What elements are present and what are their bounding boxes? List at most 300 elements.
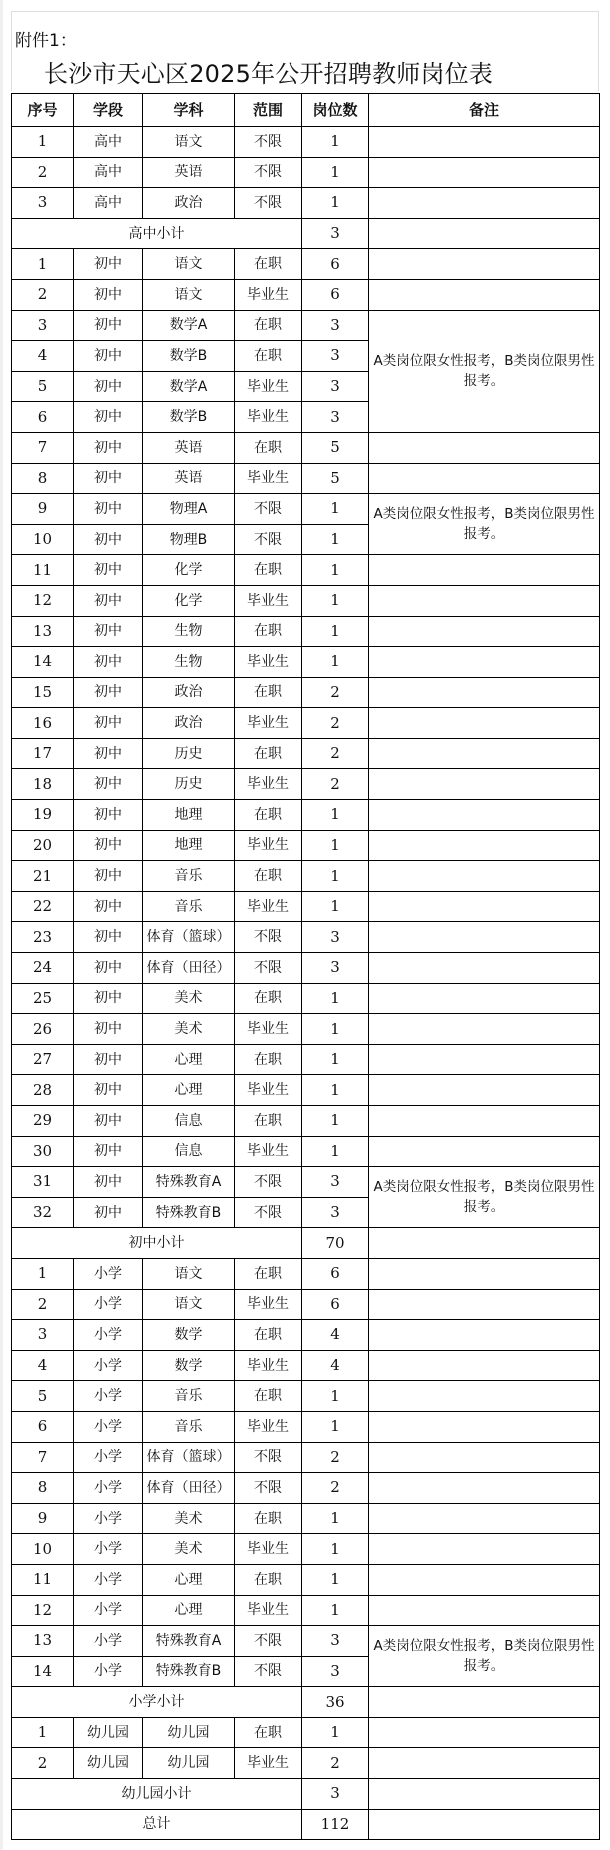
- cell-scope: 毕业生: [235, 769, 302, 800]
- cell-subject: 语文: [143, 127, 235, 158]
- cell-index: 5: [12, 371, 74, 402]
- cell-subject: 地理: [143, 800, 235, 831]
- cell-scope: 毕业生: [235, 463, 302, 494]
- remark-cell-empty: [369, 677, 600, 708]
- table-row: [12, 1473, 600, 1504]
- table-row: [12, 861, 600, 892]
- cell-positions: 1: [302, 1014, 369, 1045]
- cell-positions: 6: [302, 279, 369, 310]
- remark-cell-gender-rule: A类岗位限女性报考，B类岗位限男性报考。: [369, 494, 600, 555]
- remark-cell-empty: [369, 1289, 600, 1320]
- cell-index: 32: [12, 1197, 74, 1228]
- cell-subject: 语文: [143, 1289, 235, 1320]
- cell-stage: 初中: [74, 953, 143, 984]
- remark-cell-empty: [369, 1136, 600, 1167]
- table-row: [12, 157, 600, 188]
- table-header-row: [12, 94, 600, 127]
- cell-positions: 2: [302, 769, 369, 800]
- subtotal-label: 高中小计: [12, 218, 302, 249]
- remark-cell-empty: [369, 1503, 600, 1534]
- cell-index: 14: [12, 1656, 74, 1687]
- cell-subject: 数学A: [143, 310, 235, 341]
- remark-cell-empty: [369, 188, 600, 219]
- remark-cell-empty: [369, 1228, 600, 1259]
- cell-scope: 毕业生: [235, 1014, 302, 1045]
- cell-stage: 幼儿园: [74, 1717, 143, 1748]
- table-row: [12, 922, 600, 953]
- cell-scope: 在职: [235, 677, 302, 708]
- remark-cell-empty: [369, 1564, 600, 1595]
- remark-cell-empty: [369, 1442, 600, 1473]
- cell-positions: 1: [302, 494, 369, 525]
- cell-scope: 在职: [235, 1320, 302, 1351]
- cell-positions: 1: [302, 1595, 369, 1626]
- cell-stage: 初中: [74, 1014, 143, 1045]
- cell-scope: 不限: [235, 127, 302, 158]
- cell-index: 13: [12, 1626, 74, 1657]
- cell-scope: 在职: [235, 861, 302, 892]
- cell-stage: 小学: [74, 1258, 143, 1289]
- cell-scope: 毕业生: [235, 1350, 302, 1381]
- remark-cell-empty: [369, 800, 600, 831]
- cell-scope: 在职: [235, 1503, 302, 1534]
- cell-subject: 体育（篮球）: [143, 1442, 235, 1473]
- cell-scope: 不限: [235, 1626, 302, 1657]
- cell-scope: 不限: [235, 1442, 302, 1473]
- cell-stage: 小学: [74, 1503, 143, 1534]
- cell-positions: 1: [302, 800, 369, 831]
- cell-index: 18: [12, 769, 74, 800]
- cell-scope: 毕业生: [235, 1136, 302, 1167]
- cell-subject: 特殊教育B: [143, 1656, 235, 1687]
- cell-scope: 在职: [235, 738, 302, 769]
- cell-positions: 4: [302, 1320, 369, 1351]
- remark-cell-empty: [369, 861, 600, 892]
- cell-index: 19: [12, 800, 74, 831]
- col-header-remarks: 备注: [369, 94, 600, 127]
- cell-positions: 1: [302, 585, 369, 616]
- table-row: [12, 310, 600, 341]
- cell-index: 3: [12, 188, 74, 219]
- cell-scope: 在职: [235, 310, 302, 341]
- cell-stage: 初中: [74, 279, 143, 310]
- cell-scope: 毕业生: [235, 891, 302, 922]
- cell-positions: 5: [302, 432, 369, 463]
- cell-scope: 在职: [235, 432, 302, 463]
- col-header-index: 序号: [12, 94, 74, 127]
- total-value: 112: [302, 1809, 369, 1840]
- cell-subject: 美术: [143, 1534, 235, 1565]
- cell-subject: 特殊教育A: [143, 1167, 235, 1198]
- cell-subject: 美术: [143, 983, 235, 1014]
- cell-scope: 毕业生: [235, 402, 302, 433]
- table-row: [12, 769, 600, 800]
- cell-scope: 毕业生: [235, 647, 302, 678]
- table-row: [12, 432, 600, 463]
- cell-stage: 初中: [74, 1075, 143, 1106]
- cell-index: 13: [12, 616, 74, 647]
- table-row: [12, 647, 600, 678]
- cell-positions: 1: [302, 1717, 369, 1748]
- cell-scope: 在职: [235, 1564, 302, 1595]
- cell-index: 2: [12, 1289, 74, 1320]
- cell-scope: 不限: [235, 1167, 302, 1198]
- cell-index: 4: [12, 1350, 74, 1381]
- remark-cell-empty: [369, 1687, 600, 1718]
- cell-index: 6: [12, 402, 74, 433]
- subtotal-row: [12, 1228, 600, 1259]
- cell-positions: 1: [302, 188, 369, 219]
- cell-index: 1: [12, 127, 74, 158]
- cell-subject: 美术: [143, 1014, 235, 1045]
- remark-cell-empty: [369, 953, 600, 984]
- table-row: [12, 1564, 600, 1595]
- cell-subject: 体育（田径）: [143, 953, 235, 984]
- cell-subject: 信息: [143, 1136, 235, 1167]
- cell-positions: 2: [302, 1473, 369, 1504]
- col-header-stage: 学段: [74, 94, 143, 127]
- cell-stage: 初中: [74, 1136, 143, 1167]
- cell-positions: 1: [302, 1564, 369, 1595]
- table-row: [12, 1748, 600, 1779]
- subtotal-value: 36: [302, 1687, 369, 1718]
- cell-scope: 在职: [235, 555, 302, 586]
- cell-index: 28: [12, 1075, 74, 1106]
- cell-subject: 体育（篮球）: [143, 922, 235, 953]
- table-row: [12, 830, 600, 861]
- table-row: [12, 1075, 600, 1106]
- cell-stage: 小学: [74, 1381, 143, 1412]
- cell-subject: 信息: [143, 1106, 235, 1137]
- cell-stage: 初中: [74, 249, 143, 280]
- document-header: [11, 11, 599, 91]
- cell-stage: 初中: [74, 983, 143, 1014]
- cell-positions: 1: [302, 1381, 369, 1412]
- cell-positions: 2: [302, 1748, 369, 1779]
- table-row: [12, 1411, 600, 1442]
- cell-positions: 1: [302, 830, 369, 861]
- cell-stage: 高中: [74, 157, 143, 188]
- cell-stage: 小学: [74, 1320, 143, 1351]
- cell-index: 9: [12, 494, 74, 525]
- table-row: [12, 983, 600, 1014]
- cell-scope: 在职: [235, 616, 302, 647]
- cell-stage: 初中: [74, 922, 143, 953]
- cell-positions: 3: [302, 341, 369, 372]
- cell-index: 4: [12, 341, 74, 372]
- cell-subject: 数学B: [143, 402, 235, 433]
- cell-scope: 毕业生: [235, 1748, 302, 1779]
- cell-subject: 体育（田径）: [143, 1473, 235, 1504]
- subtotal-value: 3: [302, 1779, 369, 1810]
- cell-scope: 不限: [235, 157, 302, 188]
- cell-stage: 初中: [74, 371, 143, 402]
- table-row: [12, 1534, 600, 1565]
- cell-positions: 1: [302, 861, 369, 892]
- cell-stage: 初中: [74, 677, 143, 708]
- cell-scope: 在职: [235, 1381, 302, 1412]
- cell-scope: 不限: [235, 494, 302, 525]
- cell-positions: 4: [302, 1350, 369, 1381]
- remark-cell-empty: [369, 769, 600, 800]
- cell-index: 16: [12, 708, 74, 739]
- table-row: [12, 1136, 600, 1167]
- cell-scope: 在职: [235, 983, 302, 1014]
- cell-stage: 初中: [74, 738, 143, 769]
- cell-stage: 初中: [74, 769, 143, 800]
- cell-positions: 1: [302, 157, 369, 188]
- cell-stage: 小学: [74, 1656, 143, 1687]
- cell-subject: 心理: [143, 1564, 235, 1595]
- cell-positions: 1: [302, 1044, 369, 1075]
- cell-subject: 音乐: [143, 861, 235, 892]
- subtotal-label: 幼儿园小计: [12, 1779, 302, 1810]
- cell-subject: 幼儿园: [143, 1717, 235, 1748]
- cell-scope: 在职: [235, 249, 302, 280]
- table-row: [12, 1014, 600, 1045]
- cell-subject: 英语: [143, 432, 235, 463]
- table-row: [12, 1381, 600, 1412]
- cell-stage: 高中: [74, 127, 143, 158]
- cell-index: 8: [12, 1473, 74, 1504]
- cell-stage: 初中: [74, 432, 143, 463]
- cell-index: 23: [12, 922, 74, 953]
- total-row: [12, 1809, 600, 1840]
- cell-index: 1: [12, 1717, 74, 1748]
- cell-scope: 毕业生: [235, 1289, 302, 1320]
- remark-cell-empty: [369, 830, 600, 861]
- cell-stage: 初中: [74, 310, 143, 341]
- table-row: [12, 953, 600, 984]
- cell-scope: 毕业生: [235, 1075, 302, 1106]
- remark-cell-empty: [369, 1381, 600, 1412]
- cell-index: 1: [12, 249, 74, 280]
- cell-stage: 小学: [74, 1595, 143, 1626]
- cell-index: 7: [12, 1442, 74, 1473]
- col-header-positions: 岗位数: [302, 94, 369, 127]
- remark-cell-empty: [369, 1014, 600, 1045]
- document-title: 长沙市天心区2025年公开招聘教师岗位表: [44, 60, 494, 88]
- recruitment-table: [11, 93, 600, 1840]
- cell-index: 11: [12, 1564, 74, 1595]
- table-row: [12, 677, 600, 708]
- cell-subject: 地理: [143, 830, 235, 861]
- cell-index: 24: [12, 953, 74, 984]
- cell-index: 10: [12, 524, 74, 555]
- table-row: [12, 1044, 600, 1075]
- cell-subject: 英语: [143, 157, 235, 188]
- remark-cell-empty: [369, 1748, 600, 1779]
- cell-subject: 化学: [143, 555, 235, 586]
- cell-index: 10: [12, 1534, 74, 1565]
- cell-index: 12: [12, 585, 74, 616]
- remark-cell-empty: [369, 616, 600, 647]
- cell-scope: 毕业生: [235, 585, 302, 616]
- cell-index: 21: [12, 861, 74, 892]
- subtotal-row: [12, 1779, 600, 1810]
- cell-index: 8: [12, 463, 74, 494]
- remark-cell-empty: [369, 1106, 600, 1137]
- cell-subject: 生物: [143, 616, 235, 647]
- cell-positions: 1: [302, 647, 369, 678]
- cell-index: 26: [12, 1014, 74, 1045]
- cell-stage: 高中: [74, 188, 143, 219]
- table-row: [12, 616, 600, 647]
- cell-scope: 在职: [235, 1044, 302, 1075]
- cell-scope: 不限: [235, 524, 302, 555]
- cell-scope: 不限: [235, 922, 302, 953]
- remark-cell-empty: [369, 1411, 600, 1442]
- cell-stage: 小学: [74, 1626, 143, 1657]
- cell-positions: 1: [302, 127, 369, 158]
- cell-stage: 初中: [74, 830, 143, 861]
- cell-stage: 初中: [74, 708, 143, 739]
- cell-stage: 初中: [74, 402, 143, 433]
- table-row: [12, 1595, 600, 1626]
- cell-positions: 1: [302, 1106, 369, 1137]
- cell-index: 30: [12, 1136, 74, 1167]
- subtotal-value: 70: [302, 1228, 369, 1259]
- remark-cell-gender-rule: A类岗位限女性报考，B类岗位限男性报考。: [369, 310, 600, 432]
- cell-index: 15: [12, 677, 74, 708]
- cell-subject: 英语: [143, 463, 235, 494]
- cell-subject: 政治: [143, 677, 235, 708]
- cell-stage: 初中: [74, 891, 143, 922]
- cell-stage: 小学: [74, 1534, 143, 1565]
- remark-cell-empty: [369, 983, 600, 1014]
- cell-subject: 语文: [143, 279, 235, 310]
- cell-index: 2: [12, 279, 74, 310]
- cell-stage: 初中: [74, 800, 143, 831]
- cell-subject: 音乐: [143, 1411, 235, 1442]
- cell-index: 2: [12, 1748, 74, 1779]
- cell-subject: 数学: [143, 1320, 235, 1351]
- table-row: [12, 738, 600, 769]
- cell-positions: 1: [302, 524, 369, 555]
- cell-subject: 幼儿园: [143, 1748, 235, 1779]
- cell-scope: 不限: [235, 1197, 302, 1228]
- remark-cell-empty: [369, 1595, 600, 1626]
- cell-subject: 美术: [143, 1503, 235, 1534]
- cell-stage: 初中: [74, 1197, 143, 1228]
- cell-stage: 小学: [74, 1442, 143, 1473]
- cell-positions: 3: [302, 922, 369, 953]
- cell-stage: 幼儿园: [74, 1748, 143, 1779]
- cell-subject: 语文: [143, 249, 235, 280]
- cell-subject: 历史: [143, 738, 235, 769]
- cell-positions: 3: [302, 1167, 369, 1198]
- cell-index: 3: [12, 1320, 74, 1351]
- cell-subject: 音乐: [143, 1381, 235, 1412]
- cell-index: 12: [12, 1595, 74, 1626]
- table-row: [12, 1258, 600, 1289]
- cell-index: 25: [12, 983, 74, 1014]
- cell-index: 17: [12, 738, 74, 769]
- cell-stage: 初中: [74, 463, 143, 494]
- remark-cell-empty: [369, 463, 600, 494]
- remark-cell-empty: [369, 1473, 600, 1504]
- table-row: [12, 127, 600, 158]
- remark-cell-empty: [369, 249, 600, 280]
- table-row: [12, 494, 600, 525]
- cell-stage: 初中: [74, 1167, 143, 1198]
- cell-index: 5: [12, 1381, 74, 1412]
- table-row: [12, 463, 600, 494]
- cell-stage: 初中: [74, 555, 143, 586]
- cell-subject: 数学A: [143, 371, 235, 402]
- cell-positions: 3: [302, 1626, 369, 1657]
- cell-positions: 2: [302, 677, 369, 708]
- cell-positions: 3: [302, 953, 369, 984]
- cell-stage: 初中: [74, 1106, 143, 1137]
- cell-positions: 3: [302, 1656, 369, 1687]
- cell-subject: 心理: [143, 1595, 235, 1626]
- cell-subject: 心理: [143, 1044, 235, 1075]
- cell-stage: 初中: [74, 585, 143, 616]
- subtotal-row: [12, 1687, 600, 1718]
- remark-cell-empty: [369, 1779, 600, 1810]
- cell-scope: 不限: [235, 188, 302, 219]
- left-edge-divider: [0, 0, 3, 1850]
- cell-scope: 毕业生: [235, 1411, 302, 1442]
- cell-positions: 2: [302, 738, 369, 769]
- cell-stage: 小学: [74, 1473, 143, 1504]
- table-row: [12, 279, 600, 310]
- cell-subject: 物理A: [143, 494, 235, 525]
- table-row: [12, 891, 600, 922]
- cell-scope: 在职: [235, 1717, 302, 1748]
- cell-positions: 2: [302, 1442, 369, 1473]
- cell-index: 7: [12, 432, 74, 463]
- cell-subject: 政治: [143, 188, 235, 219]
- cell-index: 14: [12, 647, 74, 678]
- cell-stage: 初中: [74, 861, 143, 892]
- remark-cell-empty: [369, 708, 600, 739]
- remark-cell-empty: [369, 1258, 600, 1289]
- cell-scope: 毕业生: [235, 1534, 302, 1565]
- subtotal-label: 小学小计: [12, 1687, 302, 1718]
- remark-cell-empty: [369, 1320, 600, 1351]
- cell-scope: 在职: [235, 1106, 302, 1137]
- cell-scope: 毕业生: [235, 371, 302, 402]
- table-row: [12, 1320, 600, 1351]
- cell-stage: 初中: [74, 1044, 143, 1075]
- cell-positions: 6: [302, 249, 369, 280]
- cell-subject: 数学: [143, 1350, 235, 1381]
- cell-positions: 6: [302, 1289, 369, 1320]
- subtotal-value: 3: [302, 218, 369, 249]
- col-header-scope: 范围: [235, 94, 302, 127]
- table-row: [12, 1626, 600, 1657]
- cell-positions: 1: [302, 1534, 369, 1565]
- cell-positions: 2: [302, 708, 369, 739]
- cell-index: 2: [12, 157, 74, 188]
- cell-index: 20: [12, 830, 74, 861]
- table-row: [12, 1350, 600, 1381]
- cell-positions: 1: [302, 891, 369, 922]
- cell-scope: 在职: [235, 1258, 302, 1289]
- cell-positions: 1: [302, 1075, 369, 1106]
- cell-index: 11: [12, 555, 74, 586]
- cell-positions: 6: [302, 1258, 369, 1289]
- remark-cell-empty: [369, 127, 600, 158]
- cell-index: 6: [12, 1411, 74, 1442]
- cell-index: 31: [12, 1167, 74, 1198]
- cell-positions: 1: [302, 1503, 369, 1534]
- cell-positions: 3: [302, 402, 369, 433]
- table-body: [12, 127, 600, 1840]
- cell-scope: 不限: [235, 953, 302, 984]
